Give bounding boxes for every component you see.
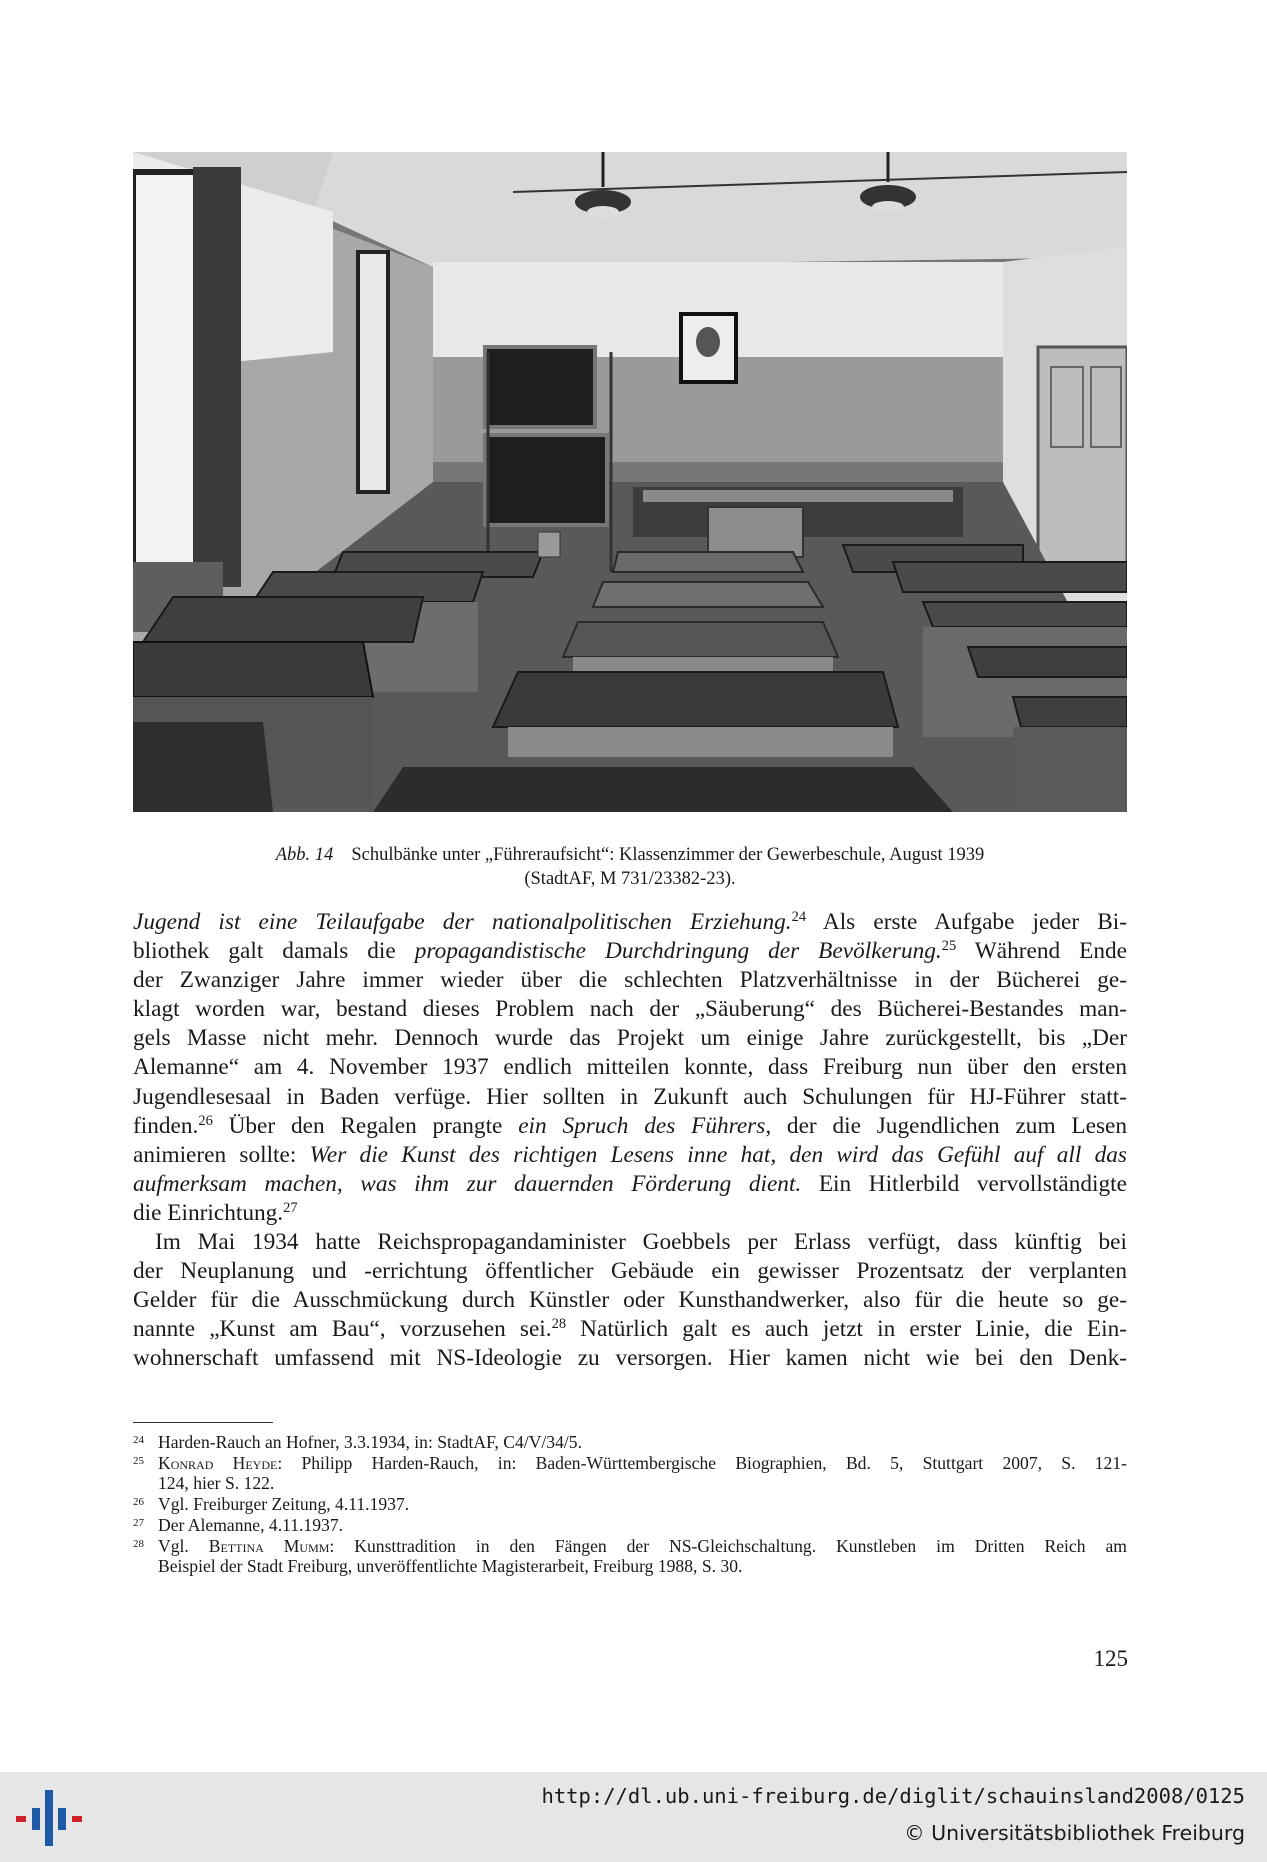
footnote-ref: 28	[551, 1316, 567, 1333]
caption-line-1	[133, 843, 1127, 867]
text: finden.	[133, 1112, 199, 1139]
footnote-ref: 27	[283, 1200, 298, 1216]
body-line: Gelder für die Ausschmückung durch Künstler oder Kunsthandwerker, also für die heute so ge-	[133, 1287, 1127, 1314]
quote: Jugend ist eine Teilaufgabe der nationalpolitischen Erziehung.	[133, 909, 792, 935]
text: Ein Hitlerbild vervollständigte	[801, 1170, 1127, 1197]
text: : Philipp Harden-Rauch, in: Baden-Württembergische Biographien, Bd. 5, Stuttgart 2007, S. 121-	[277, 1452, 1127, 1473]
footnote-author: Konrad Heyde	[158, 1452, 278, 1473]
caption-line-2: (StadtAF, M 731/23382-23).	[524, 869, 736, 889]
text: nannte „Kunst am Bau“, vorzusehen sei.	[133, 1316, 552, 1343]
text: Während Ende	[956, 938, 1127, 965]
footnote-number: 24	[133, 1434, 144, 1446]
footnote-text: 124, hier S. 122.	[158, 1473, 275, 1494]
body-line	[133, 908, 1127, 937]
footnote-24	[133, 1432, 1127, 1453]
body-text	[133, 908, 1127, 1374]
text: bliothek galt damals die	[133, 938, 415, 965]
classroom-photo-drawing	[133, 152, 1127, 812]
body-line: Alemanne“ am 4. November 1937 endlich mitteilen konnte, dass Freiburg nun über den ersten	[133, 1054, 1127, 1081]
footnote-text	[158, 1453, 1127, 1474]
text: : Kunsttradition in den Fängen der NS-Gleichschaltung. Kunstleben im Dritten Reich am	[329, 1535, 1127, 1556]
body-line: klagt worden war, bestand dieses Problem nach der „Säuberung“ des Bücherei-Bestandes man-	[133, 996, 1127, 1023]
footnote-number: 28	[133, 1537, 144, 1550]
footer-url-link[interactable]: http://dl.ub.uni-freiburg.de/diglit/schauinsland2008/0125	[541, 1784, 1245, 1808]
caption-text: Schulbänke unter „Führeraufsicht“: Klassenzimmer der Gewerbeschule, August 1939	[351, 845, 985, 865]
body-line: Jugendlesesaal in Baden verfüge. Hier sollten in Zukunft auch Schulungen für HJ-Führer statt-	[133, 1083, 1127, 1110]
quote: aufmerksam machen, was ihm zur dauernden Förderung dient.	[133, 1170, 802, 1197]
quote: propagandistische Durchdringung der Bevölkerung.	[414, 938, 942, 965]
page-number: 125	[1093, 1646, 1128, 1671]
body-line: wohnerschaft umfassend mit NS-Ideologie zu versorgen. Hier kamen nicht wie bei den Denk-	[133, 1345, 1127, 1372]
footnote-text: Vgl. Freiburger Zeitung, 4.11.1937.	[158, 1494, 410, 1515]
library-logo-icon	[16, 1788, 82, 1848]
footnote-text: Beispiel der Stadt Freiburg, unveröffentlichte Magisterarbeit, Freiburg 1988, S. 30.	[158, 1556, 743, 1577]
footnotes	[133, 1432, 1127, 1577]
body-line: der Neuplanung und -errichtung öffentlicher Gebäude ein gewisser Prozentsatz der verplanten	[133, 1258, 1127, 1285]
quote: ein Spruch des Führers	[518, 1112, 766, 1139]
text: Als erste Aufgabe jeder Bi-	[806, 909, 1128, 935]
body-line	[133, 1141, 1127, 1170]
footnote-divider	[133, 1422, 273, 1423]
text: Vgl.	[158, 1535, 209, 1556]
body-line: gels Masse nicht mehr. Dennoch wurde das Projekt um einige Jahre zurückgestellt, bis „Der	[133, 1025, 1127, 1052]
text: Natürlich galt es auch jetzt in erster Linie, die Ein-	[566, 1316, 1127, 1343]
text: , der die Jugendlichen zum Lesen	[765, 1112, 1128, 1139]
paragraph-2	[133, 1228, 1127, 1373]
footer-bar	[0, 1772, 1267, 1862]
figure-caption	[133, 843, 1127, 891]
body-line	[133, 1199, 1127, 1228]
text: Über den Regalen prangte	[212, 1112, 519, 1139]
footnote-number: 26	[133, 1496, 144, 1509]
footnote-27	[133, 1515, 1127, 1536]
footnote-ref: 25	[941, 938, 957, 955]
quote: Wer die Kunst des richtigen Lesens inne hat, den wird das Gefühl auf all das	[309, 1141, 1127, 1168]
footer-copyright: © Universitätsbibliothek Freiburg	[904, 1821, 1245, 1845]
body-line	[133, 937, 1127, 966]
body-line	[133, 1170, 1127, 1199]
footnote-text	[158, 1536, 1127, 1557]
body-line: der Zwanziger Jahre immer wieder über die schlechten Platzverhältnisse in der Bücherei ge-	[133, 967, 1127, 994]
footnote-28	[133, 1536, 1127, 1577]
footnote-text: Der Alemanne, 4.11.1937.	[158, 1514, 344, 1535]
footnote-number: 27	[133, 1516, 144, 1529]
footnote-ref: 24	[791, 909, 807, 926]
footnote-ref: 26	[198, 1112, 213, 1129]
body-line	[133, 1315, 1127, 1344]
footnote-25	[133, 1453, 1127, 1494]
footnote-author: Bettina Mumm	[208, 1535, 330, 1556]
footnote-text: Harden-Rauch an Hofner, 3.3.1934, in: StadtAF, C4/V/34/5.	[158, 1432, 582, 1452]
paragraph-1	[133, 908, 1127, 1228]
text: die Einrichtung.	[133, 1199, 284, 1226]
text: animieren sollte:	[133, 1141, 310, 1168]
body-line: Im Mai 1934 hatte Reichspropagandaminister Goebbels per Erlass verfügt, dass künftig bei	[155, 1229, 1127, 1256]
footnote-26	[133, 1494, 1127, 1515]
classroom-photo	[133, 152, 1127, 812]
footnote-number: 25	[133, 1454, 144, 1467]
body-line	[133, 1112, 1127, 1141]
caption-label: Abb. 14	[275, 845, 334, 865]
